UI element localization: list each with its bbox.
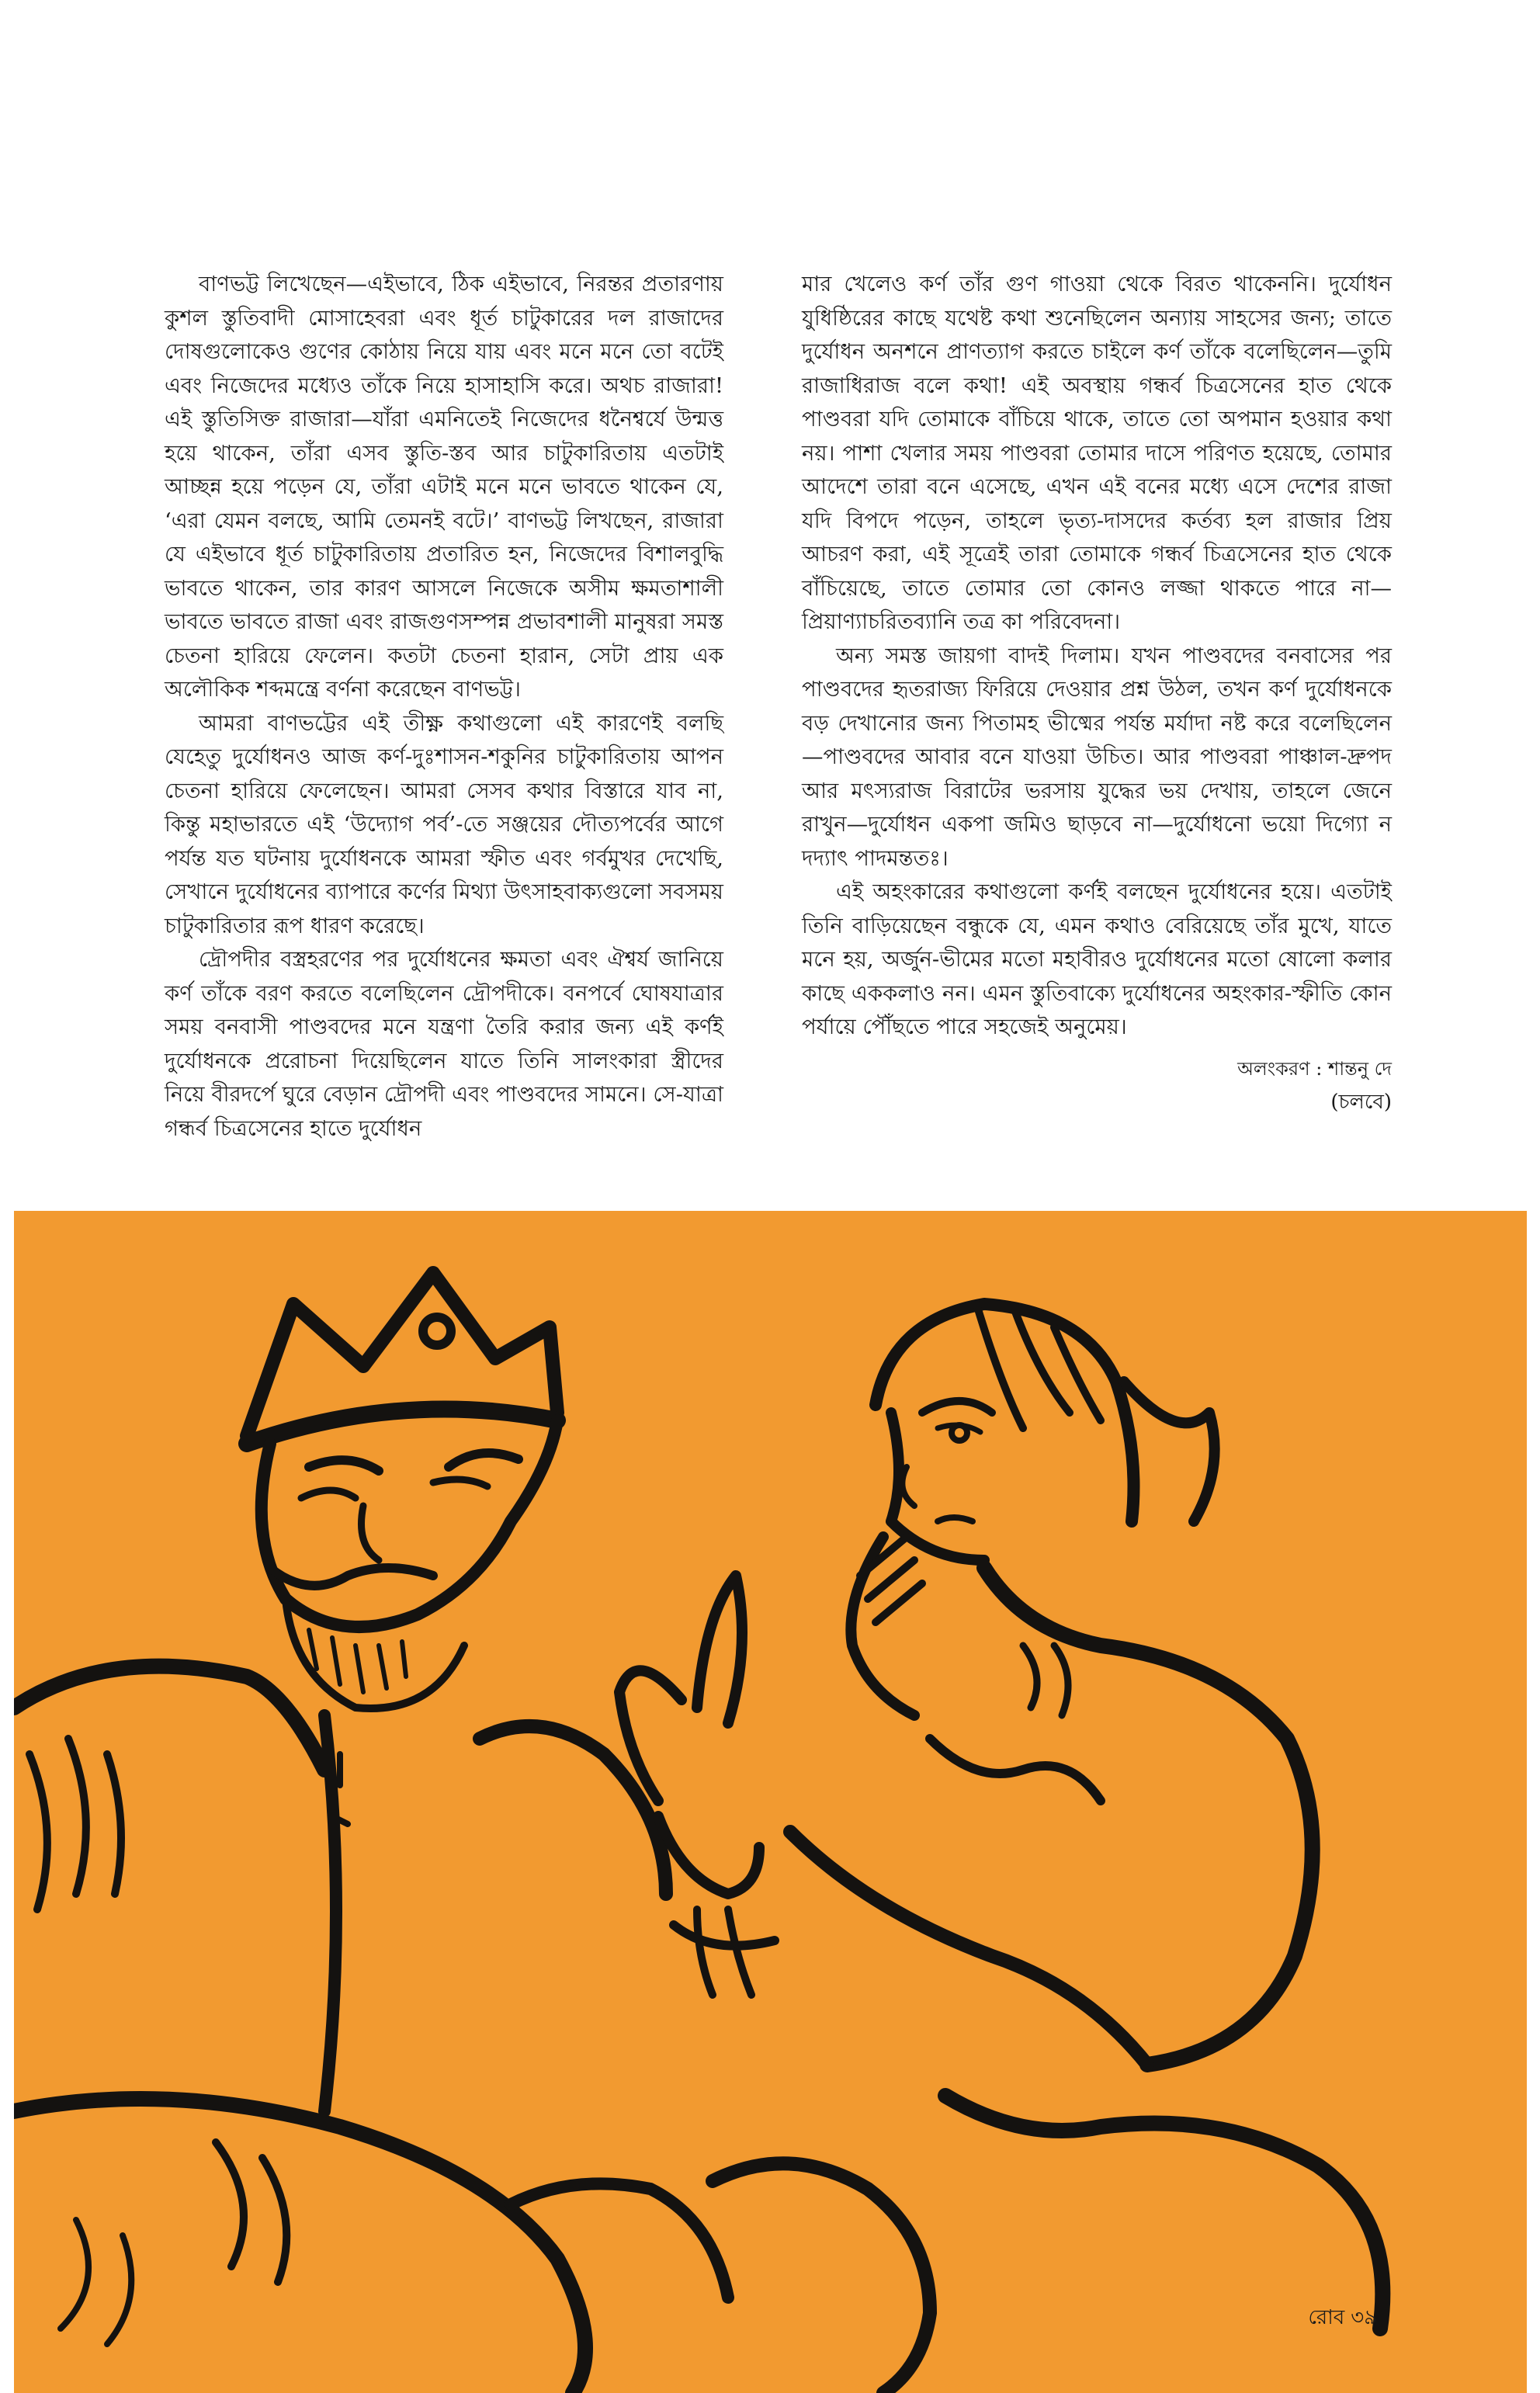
article-column-right <box>802 268 1392 1120</box>
continued-note: (চলবে) <box>1330 1091 1392 1114</box>
paragraph: অন্য সমস্ত জায়গা বাদই দিলাম। যখন পাণ্ডবদের বনবাসের পর পাণ্ডবদের হৃতরাজ্য ফিরিয়ে দেওয়ার প্রশ্ন উঠল, তখন কর্ণ দুর্যোধনকে বড় দেখানোর জন্য পিতামহ ভীষ্মের পর্যন্ত মর্যাদা নষ্ট করে বলেছিলেন—পাণ্ডবদের আবার বনে যাওয়া উচিত। আর পাণ্ডবরা পাঞ্চাল-দ্রুপদ আর মৎস্যরাজ বিরাটের ভরসায় যুদ্ধের ভয় দেখায়, তাহলে জেনে রাখুন—দুর্যোধন একপা জমিও ছাড়বে না—দুর্যোধনো ভয়ো দিগ্যো ন দদ্যাৎ পাদমন্ততঃ। <box>802 643 1392 871</box>
magazine-name: রোব <box>1308 2306 1345 2329</box>
page-footer <box>1302 2301 1377 2336</box>
page-number: ৩৯ <box>1351 2306 1377 2329</box>
illustration-credit: অলংকরণ : শান্তনু দে <box>1237 1057 1392 1080</box>
paragraph: মার খেলেও কর্ণ তাঁর গুণ গাওয়া থেকে বিরত থাকেননি। দুর্যোধন যুধিষ্ঠিরের কাছে যথেষ্ট কথা শুনেছিলেন অন্যায় সাহসের জন্য; তাতে দুর্যোধন অনশনে প্রাণত্যাগ করতে চাইলে কর্ণ তাঁকে বলেছিলেন—তুমি রাজাধিরাজ বলে কথা! এই অবস্থায় গন্ধর্ব চিত্রসেনের হাত থেকে পাণ্ডবরা যদি তোমাকে বাঁচিয়ে থাকে, তাতে তো অপমান হওয়ার কথা নয়। পাশা খেলার সময় পাণ্ডবরা তোমার দাসে পরিণত হয়েছে, তোমার আদেশে তারা বনে এসেছে, এখন এই বনের মধ্যে এসে দেশের রাজা যদি বিপদে পড়েন, তাহলে ভৃত্য-দাসদের কর্তব্য হল রাজার প্রিয় আচরণ করা, এই সূত্রেই তারা তোমাকে গন্ধর্ব চিত্রসেনের হাত থেকে বাঁচিয়েছে, তাতে তোমার তো কোনও লজ্জা থাকতে পারে না—প্রিয়াণ্যাচরিতব্যানি তত্র কা পরিবেদনা। <box>802 272 1392 634</box>
article-column-left <box>165 268 723 1146</box>
paragraph: বাণভট্ট লিখেছেন—এইভাবে, ঠিক এইভাবে, নিরন্তর প্রতারণায় কুশল স্তুতিবাদী মোসাহেবরা এবং ধূর্ত চাটুকারের দল রাজাদের দোষগুলোকেও গুণের কোঠায় নিয়ে যায় এবং মনে মনে তো বটেই এবং নিজেদের মধ্যেও তাঁকে নিয়ে হাসাহাসি করে। অথচ রাজারা! এই স্তুতিসিক্ত রাজারা—যাঁরা এমনিতেই নিজেদের ধনৈশ্বর্যে উন্মত্ত হয়ে থাকেন, তাঁরা এসব স্তুতি-স্তব আর চাটুকারিতায় এতটাই আচ্ছন্ন হয়ে পড়েন যে, তাঁরা এটাই মনে মনে ভাবতে থাকেন যে, ‘এরা যেমন বলছে, আমি তেমনই বটে।’ বাণভট্ট লিখছেন, রাজারা যে এইভাবে ধূর্ত চাটুকারিতায় প্রতারিত হন, নিজেদের বিশালবুদ্ধি ভাবতে থাকেন, তার কারণ আসলে নিজেকে অসীম ক্ষমতাশালী ভাবতে ভাবতে রাজা এবং রাজগুণসম্পন্ন প্রভাবশালী মানুষরা সমস্ত চেতনা হারিয়ে ফেলেন। কতটা চেতনা হারান, সেটা প্রায় এক অলৌকিক শব্দমন্ত্রে বর্ণনা করেছেন বাণভট্ট। <box>165 272 723 702</box>
paragraph: এই অহংকারের কথাগুলো কর্ণই বলছেন দুর্যোধনের হয়ে। এতটাই তিনি বাড়িয়েছেন বন্ধুকে যে, এমন কথাও বেরিয়েছে তাঁর মুখে, যাতে মনে হয়, অর্জুন-ভীমের মতো মহাবীরও দুর্যোধনের মতো ষোলো কলার কাছে এককলাও নন। এমন স্তুতিবাক্যে দুর্যোধনের অহংকার-স্ফীতি কোন পর্যায়ে পৌঁছতে পারে সহজেই অনুমেয়। <box>802 879 1392 1039</box>
illustration-drawing <box>14 1211 1527 2393</box>
paragraph: দ্রৌপদীর বস্ত্রহরণের পর দুর্যোধনের ক্ষমতা এবং ঐশ্বর্য জানিয়ে কর্ণ তাঁকে বরণ করতে বলেছিলেন দ্রৌপদীকে। বনপর্বে ঘোষযাত্রার সময় বনবাসী পাণ্ডবদের মনে যন্ত্রণা তৈরি করার জন্য এই কর্ণই দুর্যোধনকে প্ররোচনা দিয়েছিলেন যাতে তিনি সালংকারা স্ত্রীদের নিয়ে বীরদর্পে ঘুরে বেড়ান দ্রৌপদী এবং পাণ্ডবদের সামনে। সে-যাত্রা গন্ধর্ব চিত্রসেনের হাতে দুর্যোধন <box>165 947 723 1141</box>
illustration <box>14 1211 1527 2393</box>
paragraph: আমরা বাণভট্টের এই তীক্ষ্ণ কথাগুলো এই কারণেই বলছি যেহেতু দুর্যোধনও আজ কর্ণ-দুঃশাসন-শকুনির চাটুকারিতায় আপন চেতনা হারিয়ে ফেলেছেন। আমরা সেসব কথার বিস্তারে যাব না, কিন্তু মহাভারতে এই ‘উদ্যোগ পর্ব’-তে সঞ্জয়ের দৌত্যপর্বের আগে পর্যন্ত যত ঘটনায় দুর্যোধনকে আমরা স্ফীত এবং গর্বমুখর দেখেছি, সেখানে দুর্যোধনের ব্যাপারে কর্ণের মিথ্যা উৎসাহবাক্যগুলো সবসময় চাটুকারিতার রূপ ধারণ করেছে। <box>165 710 723 938</box>
